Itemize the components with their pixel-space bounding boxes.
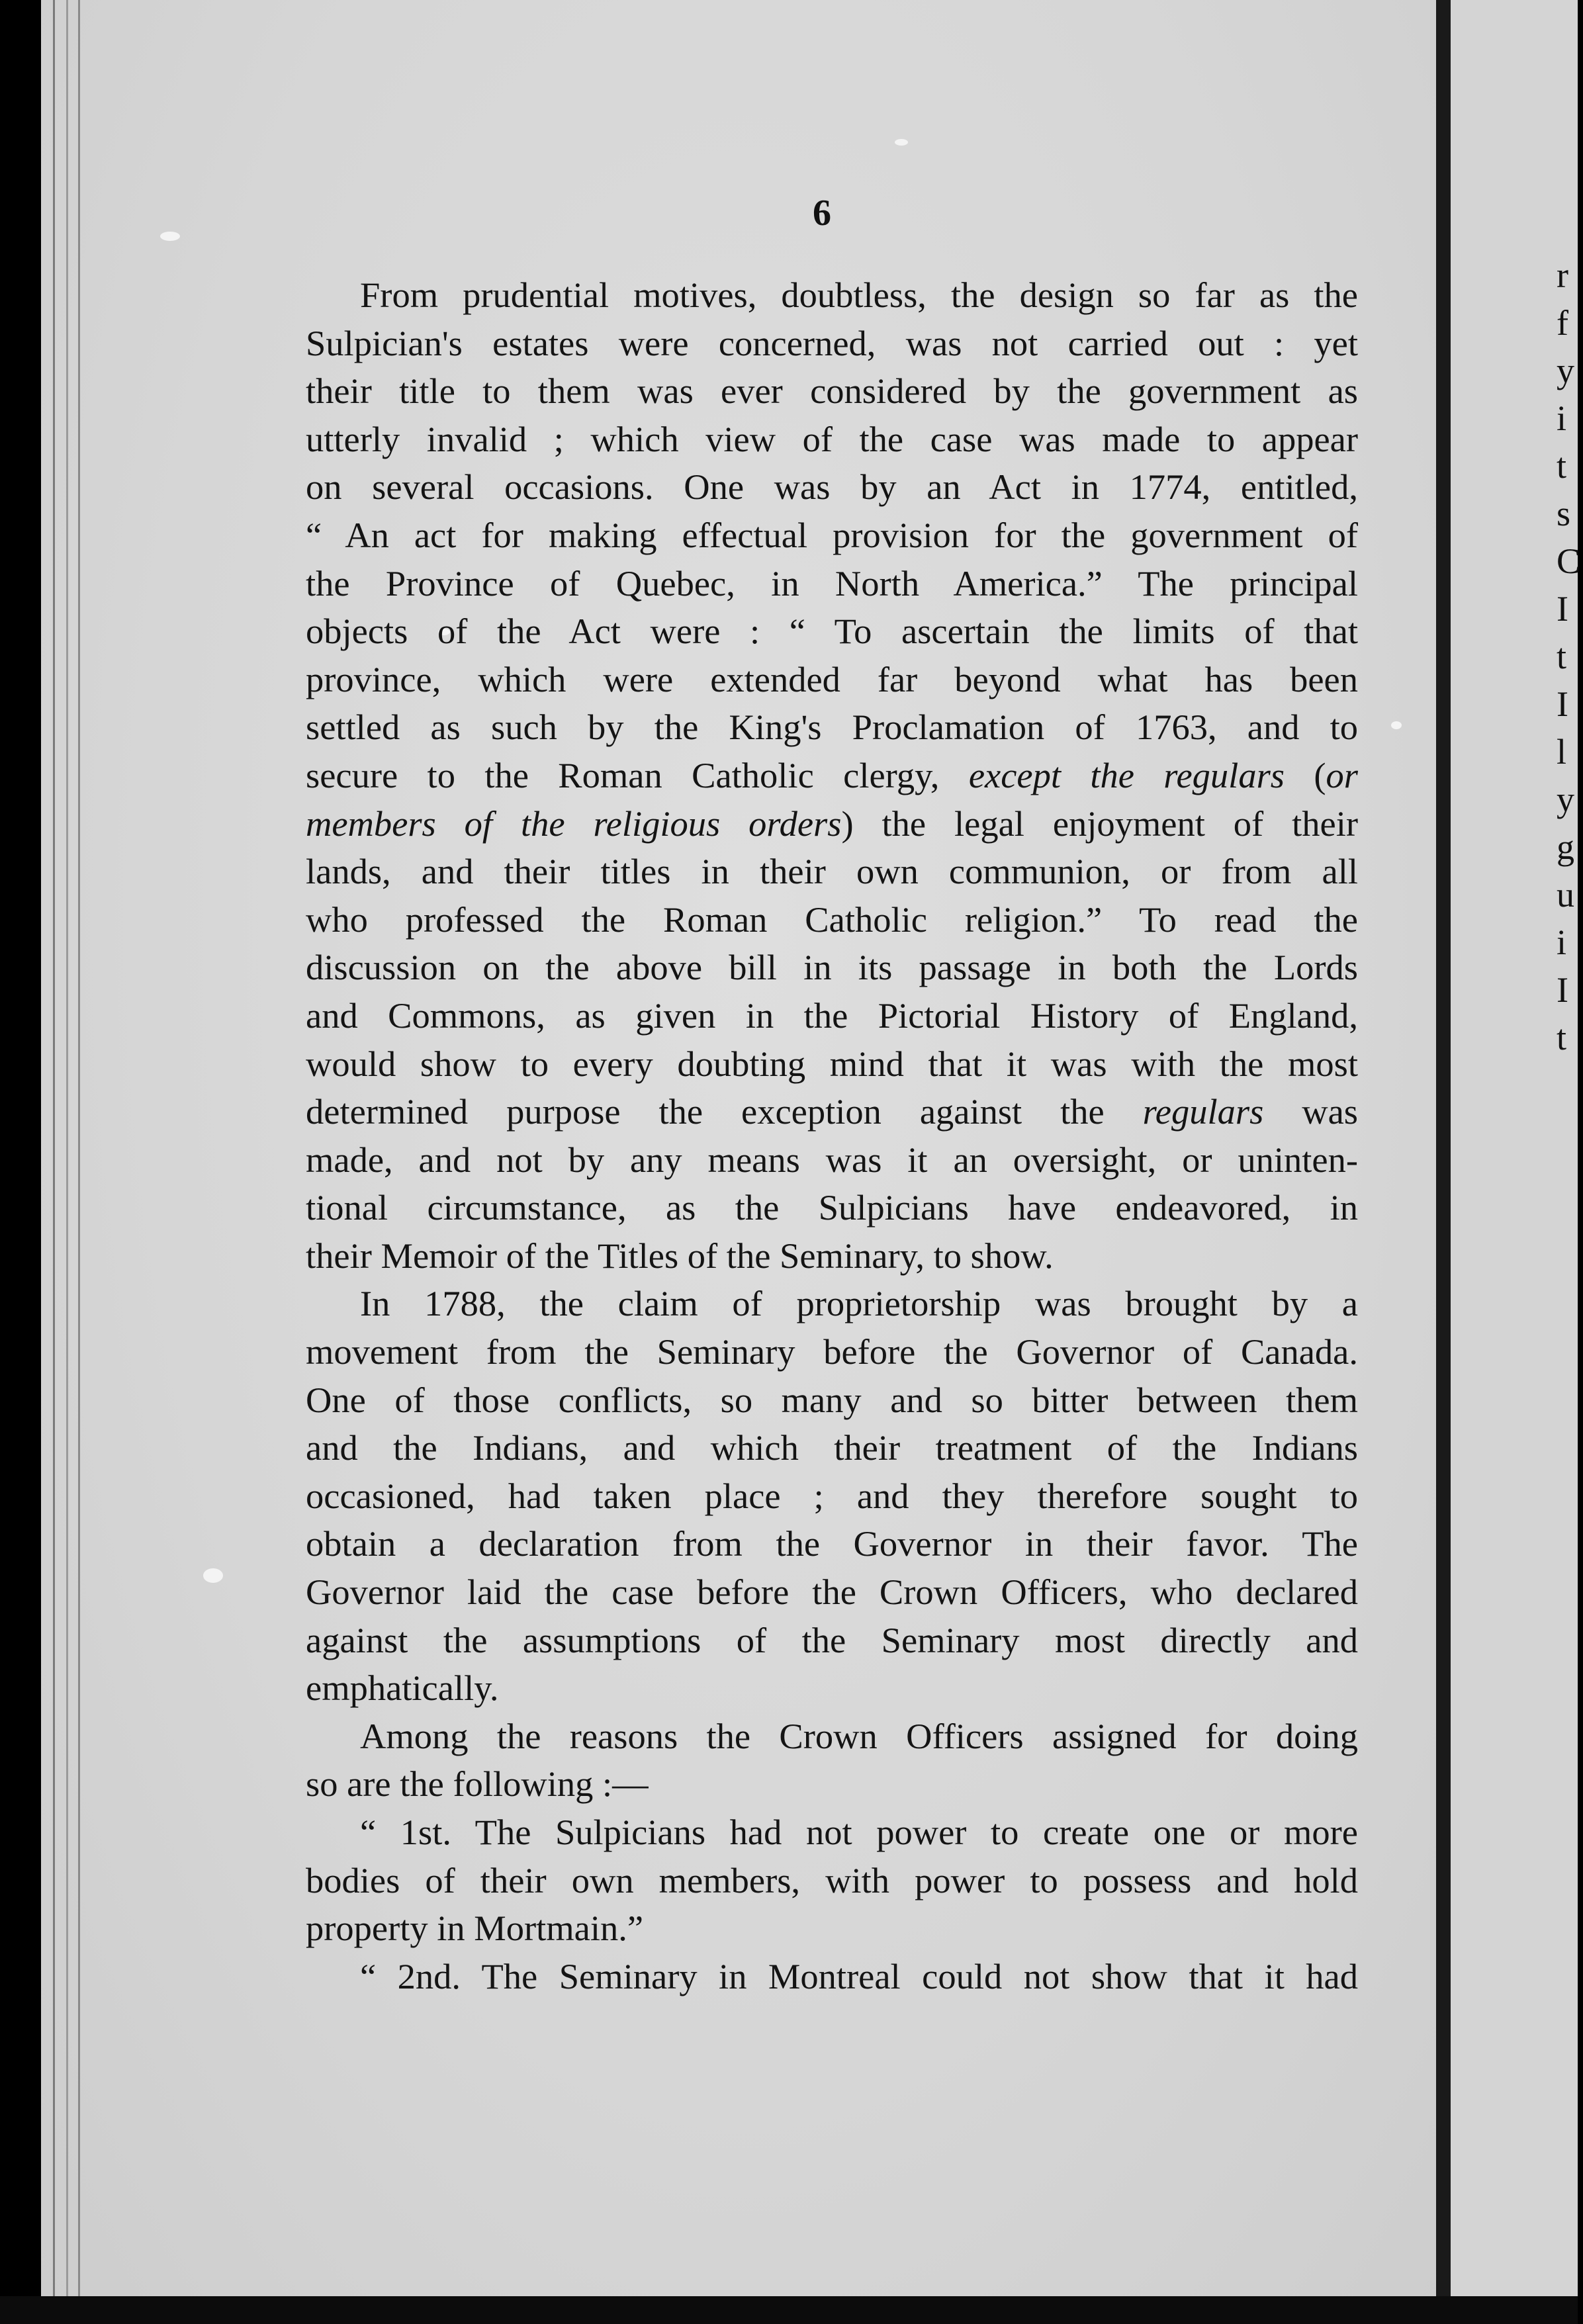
text-line [306,1472,1358,1521]
text-line [306,1760,1358,1809]
text-segment: ) the legal enjoyment of their [841,803,1358,844]
text-segment: One of those conflicts, so many and so bitter between them [306,1379,1358,1420]
adjacent-page-fragment: i [1557,922,1567,962]
scan-speck [203,1568,223,1583]
text-segment: on several occasions. One was by an Act in 1774, entitled, [306,467,1358,508]
text-line [306,512,1358,560]
text-line [306,1809,1358,1857]
text-line [306,1184,1358,1232]
text-line [306,416,1358,464]
text-segment: settled as such by the King's Proclamation of 1763, and to [306,707,1358,748]
text-segment: “ 2nd. The Seminary in Montreal could not show that it had [360,1955,1358,1996]
text-line [306,1424,1358,1472]
text-segment: and Commons, as given in the Pictorial History of England, [306,995,1358,1036]
text-line [306,703,1358,752]
text-segment: obtain a declaration from the Governor in their favor. The [306,1523,1358,1564]
text-line [306,1328,1358,1376]
text-line [306,1953,1358,2001]
text-segment: and the Indians, and which their treatment of the Indians [306,1427,1358,1468]
adjacent-page-fragment: u [1557,875,1574,915]
text-segment: Sulpician's estates were concerned, was not carried out : yet [306,322,1358,363]
adjacent-page-fragment: y [1557,351,1574,390]
text-line [306,271,1358,320]
adjacent-page-fragment: I [1557,970,1568,1010]
text-segment: discussion on the above bill in its passage in both the Lords [306,947,1358,988]
adjacent-page-fragment: t [1557,446,1567,486]
text-segment: property in Mortmain.” [306,1908,644,1949]
page-gutter [1436,0,1451,2324]
text-segment: utterly invalid ; which view of the case was made to appear [306,418,1358,459]
scan-speck [1391,721,1402,729]
text-line [306,1713,1358,1761]
text-segment: would show to every doubting mind that it was with the most [306,1043,1358,1084]
text-segment: the Province of Quebec, in North America.” The principal [306,562,1358,603]
adjacent-page-fragment: g [1557,827,1574,867]
text-segment: movement from the Seminary before the Governor of Canada. [306,1331,1358,1372]
page-edge [66,0,68,2296]
text-segment: In 1788, the claim of proprietorship was brought by a [360,1283,1358,1324]
adjacent-page-fragment: l [1557,732,1567,772]
text-line [306,1280,1358,1328]
text-segment: was [1263,1091,1358,1132]
adjacent-page-fragment: t [1557,637,1567,676]
text-line [306,463,1358,512]
text-segment: ( [1285,754,1326,795]
italic-text: members of the religious orders [306,803,842,844]
text-line [306,607,1358,656]
text-line [306,752,1358,800]
text-segment: who professed the Roman Catholic religion.” To read the [306,899,1358,940]
text-segment: From prudential motives, doubtless, the design so far as the [360,275,1358,315]
text-segment: lands, and their titles in their own communion, or from all [306,851,1358,892]
text-segment: province, which were extended far beyond what has been [306,658,1358,699]
scan-speck [160,232,180,241]
text-segment: bodies of their own members, with power to possess and hold [306,1859,1358,1900]
text-segment: Among the reasons the Crown Officers assigned for doing [360,1715,1358,1756]
text-segment: made, and not by any means was it an oversight, or uninten- [306,1139,1358,1180]
text-line [306,1904,1358,1953]
text-line [306,1857,1358,1905]
text-segment: emphatically. [306,1668,499,1709]
text-segment: their title to them was ever considered by the government as [306,371,1358,412]
text-line [306,1136,1358,1184]
text-line [306,944,1358,992]
text-line [306,992,1358,1040]
adjacent-page-fragment: f [1557,303,1568,343]
body-text [306,271,1358,2000]
text-line [306,1040,1358,1089]
page-edge [53,0,55,2296]
text-segment: “ 1st. The Sulpicians had not power to create one or more [360,1812,1358,1852]
text-segment: secure to the Roman Catholic clergy, [306,754,969,795]
italic-text: or [1326,754,1358,795]
bottom-edge-shadow [0,2296,1578,2324]
adjacent-page-fragment: r [1557,255,1568,295]
italic-text: except the regulars [968,754,1285,795]
text-line [306,320,1358,368]
adjacent-page-fragment: C [1557,541,1581,581]
text-segment: their Memoir of the Titles of the Seminary, to show. [306,1235,1054,1276]
text-segment: objects of the Act were : “ To ascertain the limits of that [306,611,1358,652]
text-line [306,1664,1358,1713]
page-edge [78,0,80,2296]
text-line [306,896,1358,944]
text-segment: so are the following :— [306,1764,649,1805]
italic-text: regulars [1142,1091,1264,1132]
text-line [306,1617,1358,1665]
text-segment: occasioned, had taken place ; and they therefore sought to [306,1475,1358,1516]
text-line [306,1376,1358,1425]
adjacent-page-fragment: I [1557,684,1568,724]
text-line [306,800,1358,848]
text-line [306,848,1358,896]
text-line [306,1568,1358,1617]
scan-speck [895,139,908,146]
text-line [306,367,1358,416]
page-number: 6 [813,193,831,234]
text-line [306,656,1358,704]
adjacent-page-fragment: i [1557,398,1567,438]
text-segment: tional circumstance, as the Sulpicians have endeavored, in [306,1187,1358,1228]
adjacent-page-text [1557,251,1583,1061]
adjacent-page-fragment: y [1557,780,1574,819]
text-segment: Governor laid the case before the Crown Officers, who declared [306,1572,1358,1613]
adjacent-page-fragment: s [1557,494,1571,533]
text-line [306,1520,1358,1568]
text-segment: against the assumptions of the Seminary most directly and [306,1619,1358,1660]
text-segment: determined purpose the exception against the [306,1091,1143,1132]
adjacent-page-fragment: I [1557,589,1568,629]
text-line [306,1232,1358,1280]
text-segment: “ An act for making effectual provision for the government of [306,514,1358,555]
adjacent-page-fragment: t [1557,1018,1567,1057]
text-line [306,1088,1358,1136]
text-line [306,560,1358,608]
